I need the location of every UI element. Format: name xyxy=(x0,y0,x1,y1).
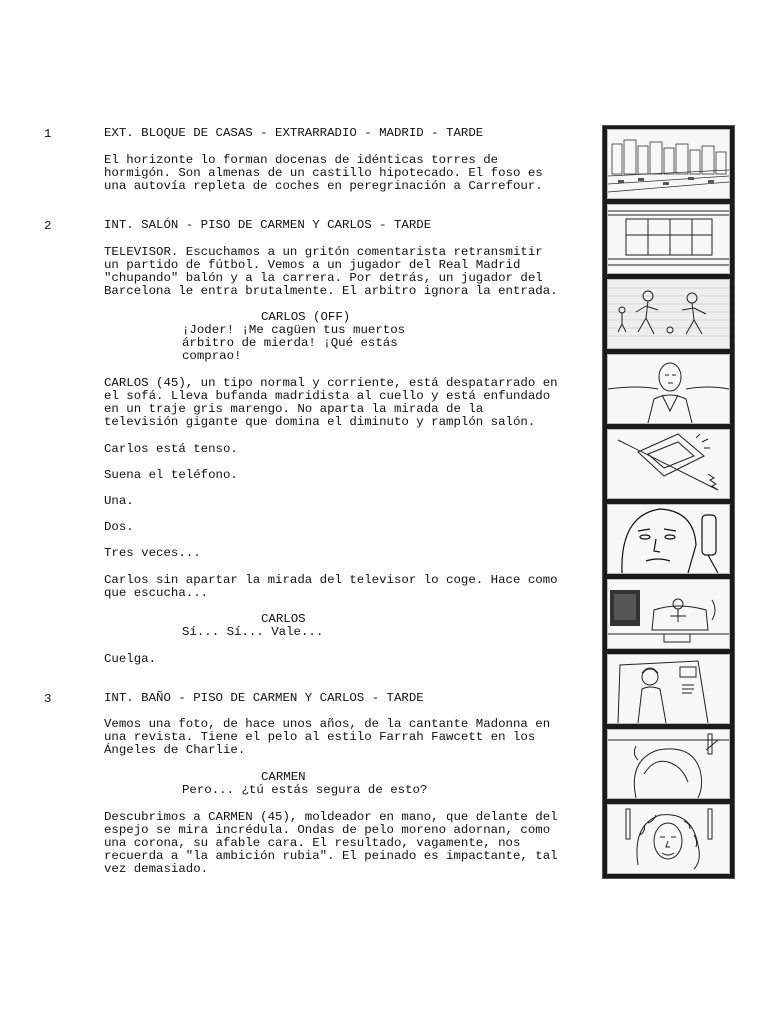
action-line: "chupando" balón y a la carrera. Por detrás, un jugador del xyxy=(104,271,543,285)
city-skyline-sketch-icon xyxy=(608,130,729,198)
scene-number: 3 xyxy=(44,692,52,706)
action-line: recuerda a "la ambición rubia". El peinado es impactante, tal xyxy=(104,849,558,863)
action-line: vez demasiado. xyxy=(104,862,209,876)
storyboard-panel-carmen-mirror xyxy=(607,729,730,799)
dialogue-line: árbitro de mierda! ¡Qué estás xyxy=(182,336,398,350)
scene-heading: EXT. BLOQUE DE CASAS - EXTRARRADIO - MADRID - TARDE xyxy=(104,126,484,140)
storyboard-strip xyxy=(602,125,735,879)
magazine-photo-sketch-icon xyxy=(608,655,729,723)
dialogue-line: comprao! xyxy=(182,349,242,363)
action-line: TELEVISOR. Escuchamos a un gritón comentarista retransmitir xyxy=(104,245,543,259)
storyboard-panel-city-skyline xyxy=(607,129,730,199)
action-line: hormigón. Son almenas de un castillo hipotecado. El foso es xyxy=(104,166,543,180)
carmen-mirror-sketch-icon xyxy=(608,730,729,798)
storyboard-panel-magazine xyxy=(607,654,730,724)
storyboard-panel-phone xyxy=(607,429,730,499)
dialogue-line: Sí... Sí... Vale... xyxy=(182,625,324,639)
dialogue-line: Pero... ¿tú estás segura de esto? xyxy=(182,783,428,797)
action-line: Suena el teléfono. xyxy=(104,468,238,482)
scene-heading: INT. BAÑO - PISO DE CARMEN Y CARLOS - TARDE xyxy=(104,691,424,705)
storyboard-panel-football xyxy=(607,279,730,349)
action-line: Descubrimos a CARMEN (45), moldeador en mano, que delante del xyxy=(104,810,558,824)
action-line: Vemos una foto, de hace unos años, de la cantante Madonna en xyxy=(104,717,551,731)
action-line: una revista. Tiene el pelo al estilo Farrah Fawcett en los xyxy=(104,730,536,744)
ringing-phone-sketch-icon xyxy=(608,430,729,498)
action-line: Carlos sin apartar la mirada del televisor lo coge. Hace como xyxy=(104,573,558,587)
action-line: un partido de fútbol. Vemos a un jugador del Real Madrid xyxy=(104,258,521,272)
action-line: espejo se mira incrédula. Ondas de pelo moreno adornan, como xyxy=(104,823,551,837)
carlos-closeup-sketch-icon xyxy=(608,505,729,573)
action-line: Barcelona le entra brutalmente. El arbitro ignora la entrada. xyxy=(104,284,558,298)
storyboard-panel-sofa-tv xyxy=(607,579,730,649)
character-name: CARLOS xyxy=(261,612,306,626)
scene-number: 1 xyxy=(44,127,52,141)
dialogue-line: ¡Joder! ¡Me cagüen tus muertos xyxy=(182,323,406,337)
carmen-curly-hair-sketch-icon xyxy=(608,805,729,873)
carlos-sofa-sketch-icon xyxy=(608,355,729,423)
action-line: que escucha... xyxy=(104,586,209,600)
storyboard-panel-carlos-closeup xyxy=(607,504,730,574)
scene-heading: INT. SALÓN - PISO DE CARMEN Y CARLOS - TARDE xyxy=(104,218,432,232)
character-name: CARMEN xyxy=(261,770,306,784)
action-line: una corona, su afable cara. El resultado, vagamente, nos xyxy=(104,836,521,850)
action-line: una autovía repleta de coches en peregrinación a Carrefour. xyxy=(104,179,543,193)
action-line: Carlos está tenso. xyxy=(104,442,238,456)
scene-number: 2 xyxy=(44,219,52,233)
action-line: el sofá. Lleva bufanda madridista al cuello y está enfundado xyxy=(104,389,551,403)
action-line: Cuelga. xyxy=(104,652,157,666)
action-line: televisión gigante que domina el diminuto y ramplón salón. xyxy=(104,415,536,429)
action-line: Tres veces... xyxy=(104,546,201,560)
action-line: en un traje gris marengo. No aparta la mirada de la xyxy=(104,402,484,416)
window-room-sketch-icon xyxy=(608,205,729,273)
sofa-tv-sketch-icon xyxy=(608,580,729,648)
storyboard-panel-carlos-sofa xyxy=(607,354,730,424)
action-line: El horizonte lo forman docenas de idénticas torres de xyxy=(104,153,499,167)
action-line: CARLOS (45), un tipo normal y corriente, está despatarrado en xyxy=(104,376,558,390)
action-line: Dos. xyxy=(104,520,134,534)
action-line: Una. xyxy=(104,494,134,508)
football-players-sketch-icon xyxy=(608,280,729,348)
character-name: CARLOS (OFF) xyxy=(261,310,351,324)
storyboard-panel-living-room xyxy=(607,204,730,274)
action-line: Ángeles de Charlie. xyxy=(104,743,246,757)
storyboard-panel-carmen-hair xyxy=(607,804,730,874)
